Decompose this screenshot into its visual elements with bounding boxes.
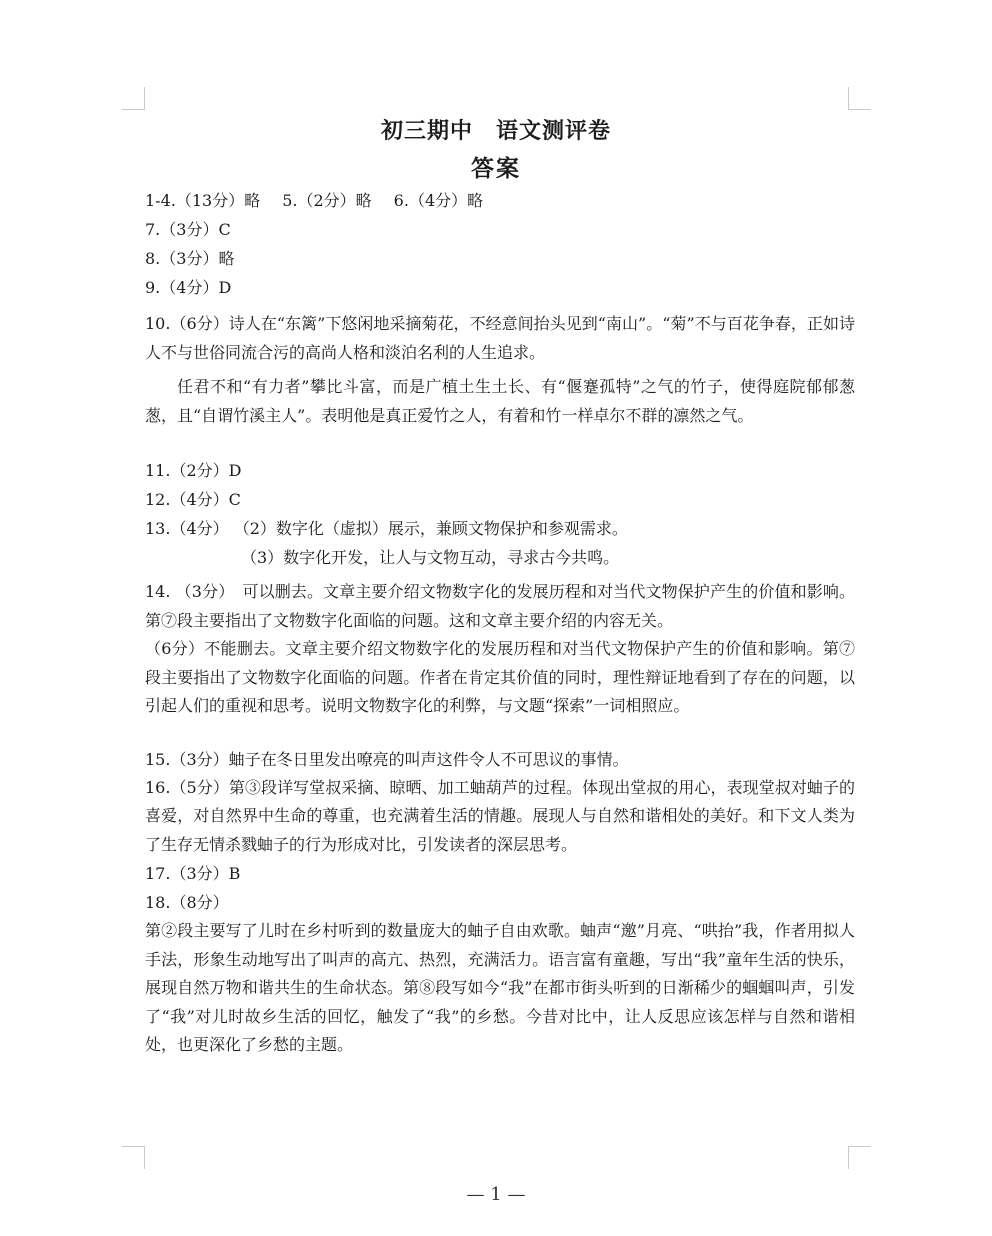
answer-9: 9.（4分）D [145,278,232,297]
answer-12: 12.（4分）C [145,490,241,509]
answer-1-4: 1-4.（13分）略 [145,191,261,210]
answer-row-1-6 [145,186,855,215]
answer-13-line-2: （3）数字化开发，让人与文物互动，寻求古今共鸣。 [241,548,620,567]
page-subtitle: 答案 [471,156,521,182]
answer-18-body: 第②段主要写了儿时在乡村听到的数量庞大的蚰子自由欢歌。蚰声“邀”月亮、“哄抬”我，作者用拟人手法，形象生动地写出了叫声的高亢、热烈，充满活力。语言富有童趣，写出“我”童年生活的快乐，展现自然万物和谐共生的生命状态。第⑧段写如今“我”在都市街头听到的日渐稀少的蝈蝈叫声，引发了“我”对儿时故乡生活的回忆，触发了“我”的乡愁。今昔对比中，让人反思应该怎样与自然和谐相处，也更深化了乡愁的主题。 [145,921,855,1054]
page-title: 初三期中 语文测评卷 [380,119,611,144]
answer-18-heading: 18.（8分） [145,893,229,912]
answer-8: 8.（3分）略 [145,249,235,268]
page-number: — 1 — [466,1184,526,1205]
answer-6: 6.（4分）略 [393,191,484,210]
answer-17: 17.（3分）B [145,864,241,883]
crop-mark-top-right [848,87,871,110]
answer-list [145,186,855,1060]
answer-13-line-1: 13.（4分） （2）数字化（虚拟）展示，兼顾文物保护和参观需求。 [145,519,628,538]
crop-mark-bottom-left [122,1146,145,1169]
answer-11: 11.（2分）D [145,461,242,480]
answer-15: 15.（3分）蚰子在冬日里发出嘹亮的叫声这件令人不可思议的事情。 [145,749,629,769]
answer-10: 10.（6分）诗人在“东篱”下悠闲地采摘菊花，不经意间抬头见到“南山”。“菊”不与百花争春，正如诗人不与世俗同流合污的高尚人格和淡泊名利的人生追求。 [145,314,855,362]
answer-16: 16.（5分）第③段详写堂叔采摘、晾晒、加工蚰葫芦的过程。体现出堂叔的用心，表现堂叔对蚰子的喜爱，对自然界中生命的尊重，也充满着生活的情趣。展现人与自然和谐相处的美好。和下文人类为了生存无情杀戮蚰子的行为形成对比，引发读者的深层思考。 [145,777,855,854]
answer-14-option-a: 14. （3分） 可以删去。文章主要介绍文物数字化的发展历程和对当代文物保护产生的价值和影响。第⑦段主要指出了文物数字化面临的问题。这和文章主要介绍的内容无关。 [145,582,855,630]
answer-7: 7.（3分）C [145,220,231,239]
crop-mark-top-left [122,87,145,110]
crop-mark-bottom-right [848,1146,871,1169]
answer-5: 5.（2分）略 [282,191,372,210]
answer-14-option-b: （6分）不能删去。文章主要介绍文物数字化的发展历程和对当代文物保护产生的价值和影响。第⑦段主要指出了文物数字化面临的问题。作者在肯定其价值的同时，理性辩证地看到了存在的问题，以引起人们的重视和思考。说明文物数字化的利弊，与文题“探索”一词相照应。 [145,639,855,715]
answer-10-paragraph-2: 任君不和“有力者”攀比斗富，而是广植土生土长、有“偃蹇孤特”之气的竹子，使得庭院郁郁葱葱，且“自谓竹溪主人”。表明他是真正爱竹之人，有着和竹一样卓尔不群的凛然之气。 [145,377,855,425]
